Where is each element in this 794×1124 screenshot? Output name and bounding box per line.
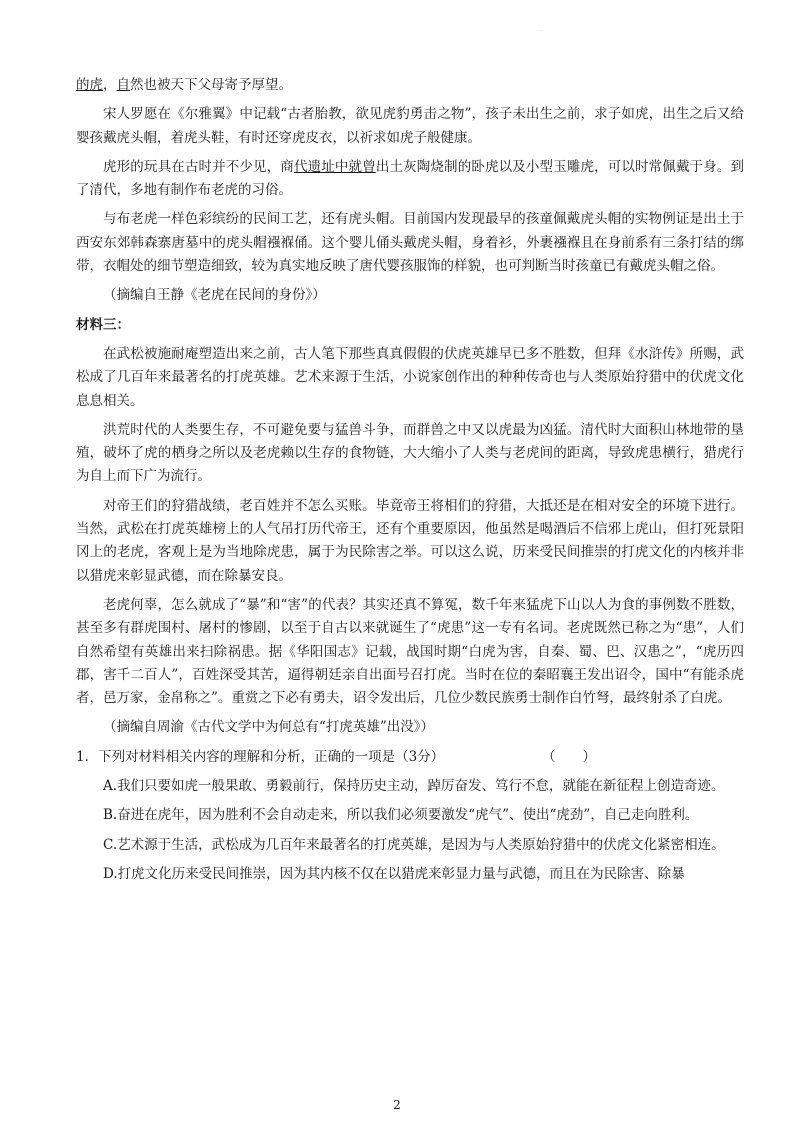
option-b: B.奋进在虎年，因为胜利不会自动走来，所以我们必须要激发“虎气”、使出“虎劲”，自己走向胜利。 xyxy=(103,807,699,824)
source-citation: （摘编自周渝《古代文学中为何总有“打虎英雄”出没》） xyxy=(103,719,435,736)
m2-paragraph: 宋人罗愿在《尔雅翼》中记载“古者胎教，欲见虎豹勇击之物”，孩子未出生之前，求子如虎，出生之后又给婴孩戴虎头帽，着虎头鞋，有时还穿虎皮衣，以祈求如虎子般健康。 xyxy=(76,106,744,146)
option-d: D.打虎文化历来受民间推崇，因为其内核不仅在以猎虎来彰显力量与武德，而且在为民除害、除暴 xyxy=(103,865,685,882)
underlined-text: 自 xyxy=(116,77,130,93)
underlined-text: 代遗址中就曾 xyxy=(293,158,376,175)
question-text: 1．下列对材料相关内容的理解和分析，正确的一项是（3分） xyxy=(76,748,445,765)
source-citation: （摘编自王静《老虎在民间的身份》） xyxy=(103,287,326,304)
answer-blank: （ ） xyxy=(542,748,596,765)
m3-paragraph: 洪荒时代的人类要生存，不可避免要与猛兽斗争，而群兽之中又以虎最为凶猛。清代时大面积山林地带的垦殖，破坏了虎的栖身之所以及老虎赖以生存的食物链，大大缩小了人类与老虎间的距离，导致虎患横行，猎虎行为自上而下广为流行。 xyxy=(76,421,744,485)
top-paragraph: 的虎，自然也被天下父母寄予厚望。 xyxy=(76,77,292,93)
underlined-text: 的虎 xyxy=(76,77,103,93)
section-heading: 材料三： xyxy=(76,316,130,333)
question-stem xyxy=(76,746,596,769)
page-number: 2 xyxy=(393,1098,401,1112)
page-content xyxy=(76,74,744,892)
corner-mark: · xyxy=(540,28,542,35)
m3-paragraph: 对帝王们的狩猎战绩，老百姓并不怎么买账。毕竟帝王将相们的狩猎，大抵还是在相对安全的环境下进行。当然，武松在打虎英雄榜上的人气吊打历代帝王，还有个重要原因，他虽然是喝酒后不信邪上虎山，但打死景阳冈上的老虎，客观上是为当地除虎患，属于为民除害之举。可以这么说，历来受民间推崇的打虎文化的内核并非以猎虎来彰显武德，而在除暴安良。 xyxy=(76,497,744,584)
m3-paragraph: 在武松被施耐庵塑造出来之前，古人笔下那些真真假假的伏虎英雄早已多不胜数，但拜《水浒传》所赐，武松成了几百年来最著名的打虎英雄。艺术来源于生活，小说家创作出的种种传奇也与人类原始狩猎中的伏虎文化息息相关。 xyxy=(76,345,744,409)
option-a: A.我们只要如虎一般果敢、勇毅前行，保持历史主动，踔厉奋发、笃行不怠，就能在新征程上创造奇迹。 xyxy=(103,778,725,795)
option-c: C.艺术源于生活，武松成为几百年来最著名的打虎英雄，是因为与人类原始狩猎中的伏虎文化紧密相连。 xyxy=(103,836,725,853)
m3-paragraph: 老虎何辜，怎么就成了“暴”和“害”的代表？其实还真不算冤，数千年来猛虎下山以人为食的事例数不胜数，甚至多有群虎围村、屠村的惨剧，以至于自古以来就诞生了“虎患”这一专有名词。老虎既然已称之为“患”，人们自然希望有英雄出来扫除祸患。据《华阳国志》记载，战国时期“白虎为害，自秦、蜀、巴、汉患之”，“虎历四郡，害千二百人”，百姓深受其苦，逼得朝廷亲自出面号召打虎。当时在位的秦昭襄王发出诏令，国中“有能杀虎者，邑万家，金帛称之”。重赏之下必有勇夫，诏令发出后，几位少数民族勇士制作白竹弩，最终射杀了白虎。 xyxy=(76,596,744,707)
m2-paragraph: 与布老虎一样色彩缤纷的民间工艺，还有虎头帽。目前国内发现最早的孩童佩戴虎头帽的实物例证是出土于西安东郊韩森寨唐墓中的虎头帽襁褓俑。这个婴儿俑头戴虎头帽，身着衫，外裹襁褓且在身前系有三条打结的绑带，衣帽处的细节塑造细致，较为真实地反映了唐代婴孩服饰的样貌，也可判断当时孩童已有戴虎头帽之俗。 xyxy=(76,211,744,275)
m2-paragraph: 虎形的玩具在古时并不少见，商代遗址中就曾出土灰陶烧制的卧虎以及小型玉雕虎，可以时常佩戴于身。到了清代，多地有制作布老虎的习俗。 xyxy=(76,158,745,199)
